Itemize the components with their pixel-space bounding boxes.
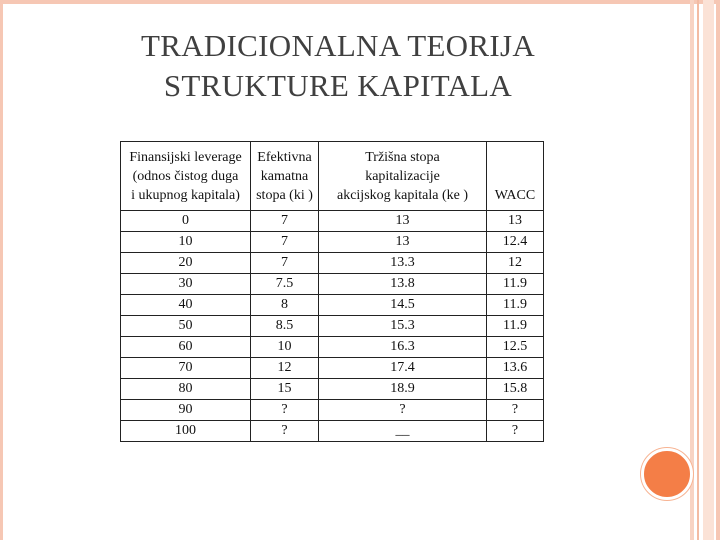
table-row (121, 253, 544, 274)
header-line: Efektivna (257, 149, 312, 165)
table-cell: ? (319, 400, 487, 421)
table-header-row (121, 142, 544, 211)
table-row (121, 295, 544, 316)
table-cell: 30 (121, 274, 251, 295)
header-line (487, 148, 543, 167)
header-line: i ukupnog kapitala) (131, 187, 240, 203)
table-cell: ? (251, 400, 319, 421)
accent-circle-decoration (641, 448, 693, 500)
header-line: kapitalizacije (365, 168, 440, 184)
right-stripe-decoration (697, 0, 699, 540)
table-cell: 7 (251, 211, 319, 232)
header-line: akcijskog kapitala (ke ) (336, 187, 468, 203)
table-cell: 16.3 (319, 337, 487, 358)
table-cell: 15 (251, 379, 319, 400)
table-cell: 12 (251, 358, 319, 379)
table-cell: 0 (121, 211, 251, 232)
table-cell: 8 (251, 295, 319, 316)
table-cell: 15.3 (319, 316, 487, 337)
right-stripe-decoration (716, 0, 720, 540)
left-border-decoration (0, 0, 3, 540)
table-cell: 13 (487, 211, 544, 232)
table-cell: 20 (121, 253, 251, 274)
header-line (487, 167, 543, 186)
table-row (121, 232, 544, 253)
table-row (121, 337, 544, 358)
table-row (121, 358, 544, 379)
table-cell: 13.3 (319, 253, 487, 274)
table-cell: 60 (121, 337, 251, 358)
table-cell: __ (319, 421, 487, 442)
slide-title (98, 26, 578, 106)
table-row (121, 211, 544, 232)
table-cell: 10 (251, 337, 319, 358)
table-cell: 18.9 (319, 379, 487, 400)
top-border-decoration (0, 0, 720, 4)
table-cell: 7 (251, 232, 319, 253)
header-line: Tržišna stopa (365, 149, 440, 165)
table-cell: 8.5 (251, 316, 319, 337)
table-cell: 13 (319, 232, 487, 253)
table-row (121, 316, 544, 337)
header-wacc (487, 142, 544, 211)
table-cell: 80 (121, 379, 251, 400)
header-interest-rate (251, 142, 319, 211)
table-cell: 11.9 (487, 295, 544, 316)
table-body (121, 211, 544, 442)
table-cell: 12.4 (487, 232, 544, 253)
table-cell: ? (251, 421, 319, 442)
header-equity-rate (319, 142, 487, 211)
table-cell: 70 (121, 358, 251, 379)
table-cell: 13.8 (319, 274, 487, 295)
table-cell: 10 (121, 232, 251, 253)
table-cell: 13 (319, 211, 487, 232)
table-cell: 7 (251, 253, 319, 274)
right-stripe-decoration (703, 0, 714, 540)
slide-title-line: STRUKTURE KAPITALA (163, 68, 513, 103)
header-line: WACC (494, 187, 536, 203)
header-line: Finansijski leverage (129, 149, 242, 165)
table-cell: 90 (121, 400, 251, 421)
header-line: kamatna (260, 168, 309, 184)
table-cell: ? (487, 421, 544, 442)
table-cell: 15.8 (487, 379, 544, 400)
table-cell: 12 (487, 253, 544, 274)
right-stripe-decoration (690, 0, 694, 540)
table-cell: ? (487, 400, 544, 421)
table-cell: 12.5 (487, 337, 544, 358)
header-leverage (121, 142, 251, 211)
table-cell: 11.9 (487, 316, 544, 337)
table-cell: 100 (121, 421, 251, 442)
header-line: stopa (ki ) (256, 187, 313, 203)
table-cell: 14.5 (319, 295, 487, 316)
table-row (121, 400, 544, 421)
table-cell: 7.5 (251, 274, 319, 295)
header-line: (odnos čistog duga (132, 168, 239, 184)
capital-structure-table (120, 141, 544, 442)
slide-title-line: TRADICIONALNA TEORIJA (140, 28, 536, 63)
table-cell: 40 (121, 295, 251, 316)
table-cell: 11.9 (487, 274, 544, 295)
table-cell: 17.4 (319, 358, 487, 379)
table-row (121, 421, 544, 442)
table-row (121, 379, 544, 400)
table-row (121, 274, 544, 295)
table-cell: 13.6 (487, 358, 544, 379)
table-cell: 50 (121, 316, 251, 337)
